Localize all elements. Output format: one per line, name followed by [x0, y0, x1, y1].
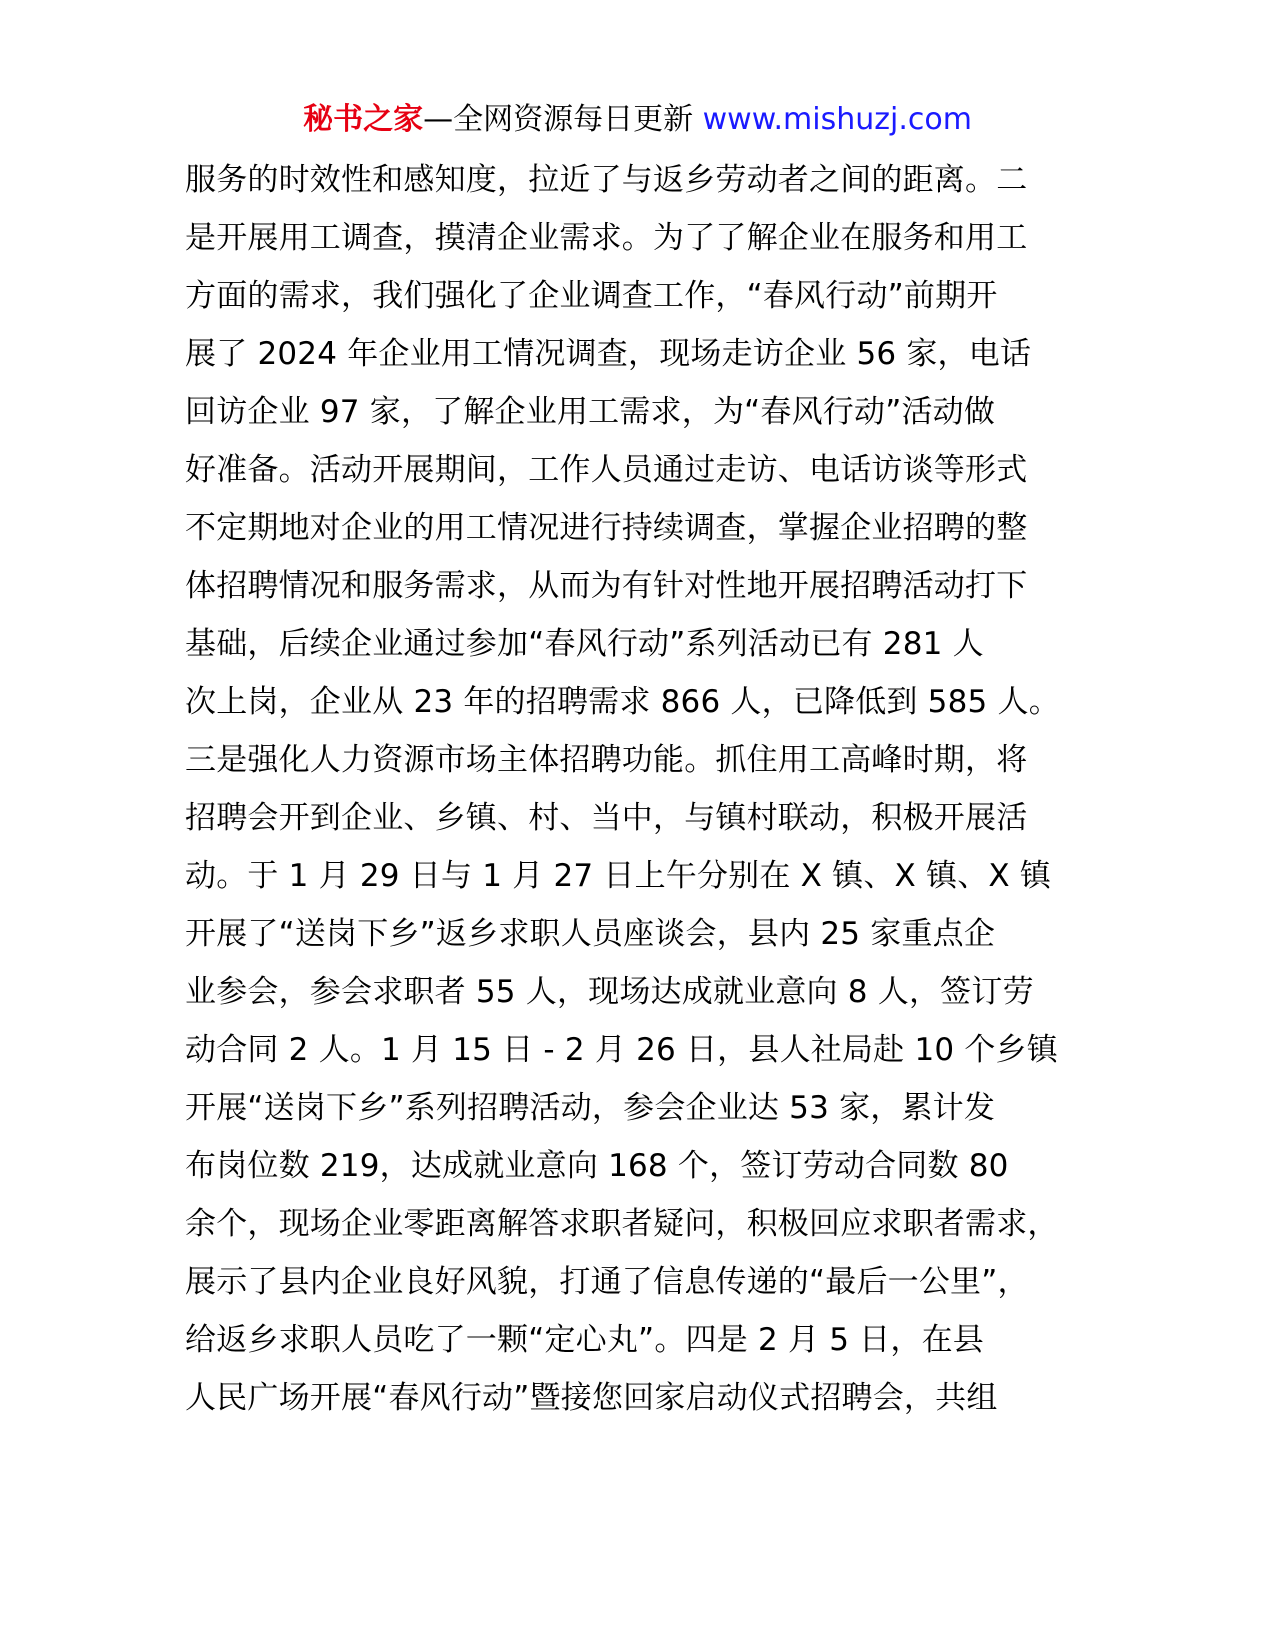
document-body	[185, 151, 1125, 1427]
text-line: 展示了县内企业良好风貌，打通了信息传递的“最后一公里”，	[185, 1264, 1029, 1300]
brand-name: 秘书之家	[303, 102, 424, 137]
page-header	[0, 98, 1275, 142]
text-line: 开展“送岗下乡”系列招聘活动，参会企业达 53 家，累计发	[185, 1090, 996, 1126]
text-line: 次上岗，企业从 23 年的招聘需求 866 人，已降低到 585 人。	[185, 684, 1060, 720]
text-line: 动合同 2 人。1 月 15 日 - 2 月 26 日，县人社局赴 10 个乡镇	[185, 1032, 1058, 1068]
text-line: 体招聘情况和服务需求，从而为有针对性地开展招聘活动打下	[185, 568, 1028, 604]
text-line: 方面的需求，我们强化了企业调查工作，“春风行动”前期开	[185, 278, 998, 314]
text-line: 布岗位数 219，达成就业意向 168 个，签订劳动合同数 80	[185, 1148, 1009, 1184]
header-tagline: —全网资源每日更新	[423, 102, 694, 137]
text-line: 余个，现场企业零距离解答求职者疑问，积极回应求职者需求，	[185, 1206, 1059, 1242]
text-line: 展了 2024 年企业用工情况调查，现场走访企业 56 家，电话	[185, 336, 1032, 372]
text-line: 人民广场开展“春风行动”暨接您回家启动仪式招聘会，共组	[185, 1380, 998, 1416]
text-line: 是开展用工调查，摸清企业需求。为了了解企业在服务和用工	[185, 220, 1028, 256]
text-line: 业参会，参会求职者 55 人，现场达成就业意向 8 人，签订劳	[185, 974, 1034, 1010]
text-line: 招聘会开到企业、乡镇、村、当中，与镇村联动，积极开展活	[185, 800, 1028, 836]
text-line: 三是强化人力资源市场主体招聘功能。抓住用工高峰时期，将	[185, 742, 1028, 778]
text-line: 基础，后续企业通过参加“春风行动”系列活动已有 281 人	[185, 626, 984, 662]
text-line: 给返乡求职人员吃了一颗“定心丸”。四是 2 月 5 日，在县	[185, 1322, 984, 1358]
text-line: 回访企业 97 家，了解企业用工需求，为“春风行动”活动做	[185, 394, 996, 430]
text-line: 不定期地对企业的用工情况进行持续调查，掌握企业招聘的整	[185, 510, 1028, 546]
text-line: 动。于 1 月 29 日与 1 月 27 日上午分别在 X 镇、X 镇、X 镇	[185, 858, 1052, 894]
site-url-link[interactable]: www.mishuzj.com	[702, 102, 972, 137]
text-line: 开展了“送岗下乡”返乡求职人员座谈会，县内 25 家重点企	[185, 916, 996, 952]
text-line: 服务的时效性和感知度，拉近了与返乡劳动者之间的距离。二	[185, 162, 1028, 198]
text-line: 好准备。活动开展期间，工作人员通过走访、电话访谈等形式	[185, 452, 1028, 488]
